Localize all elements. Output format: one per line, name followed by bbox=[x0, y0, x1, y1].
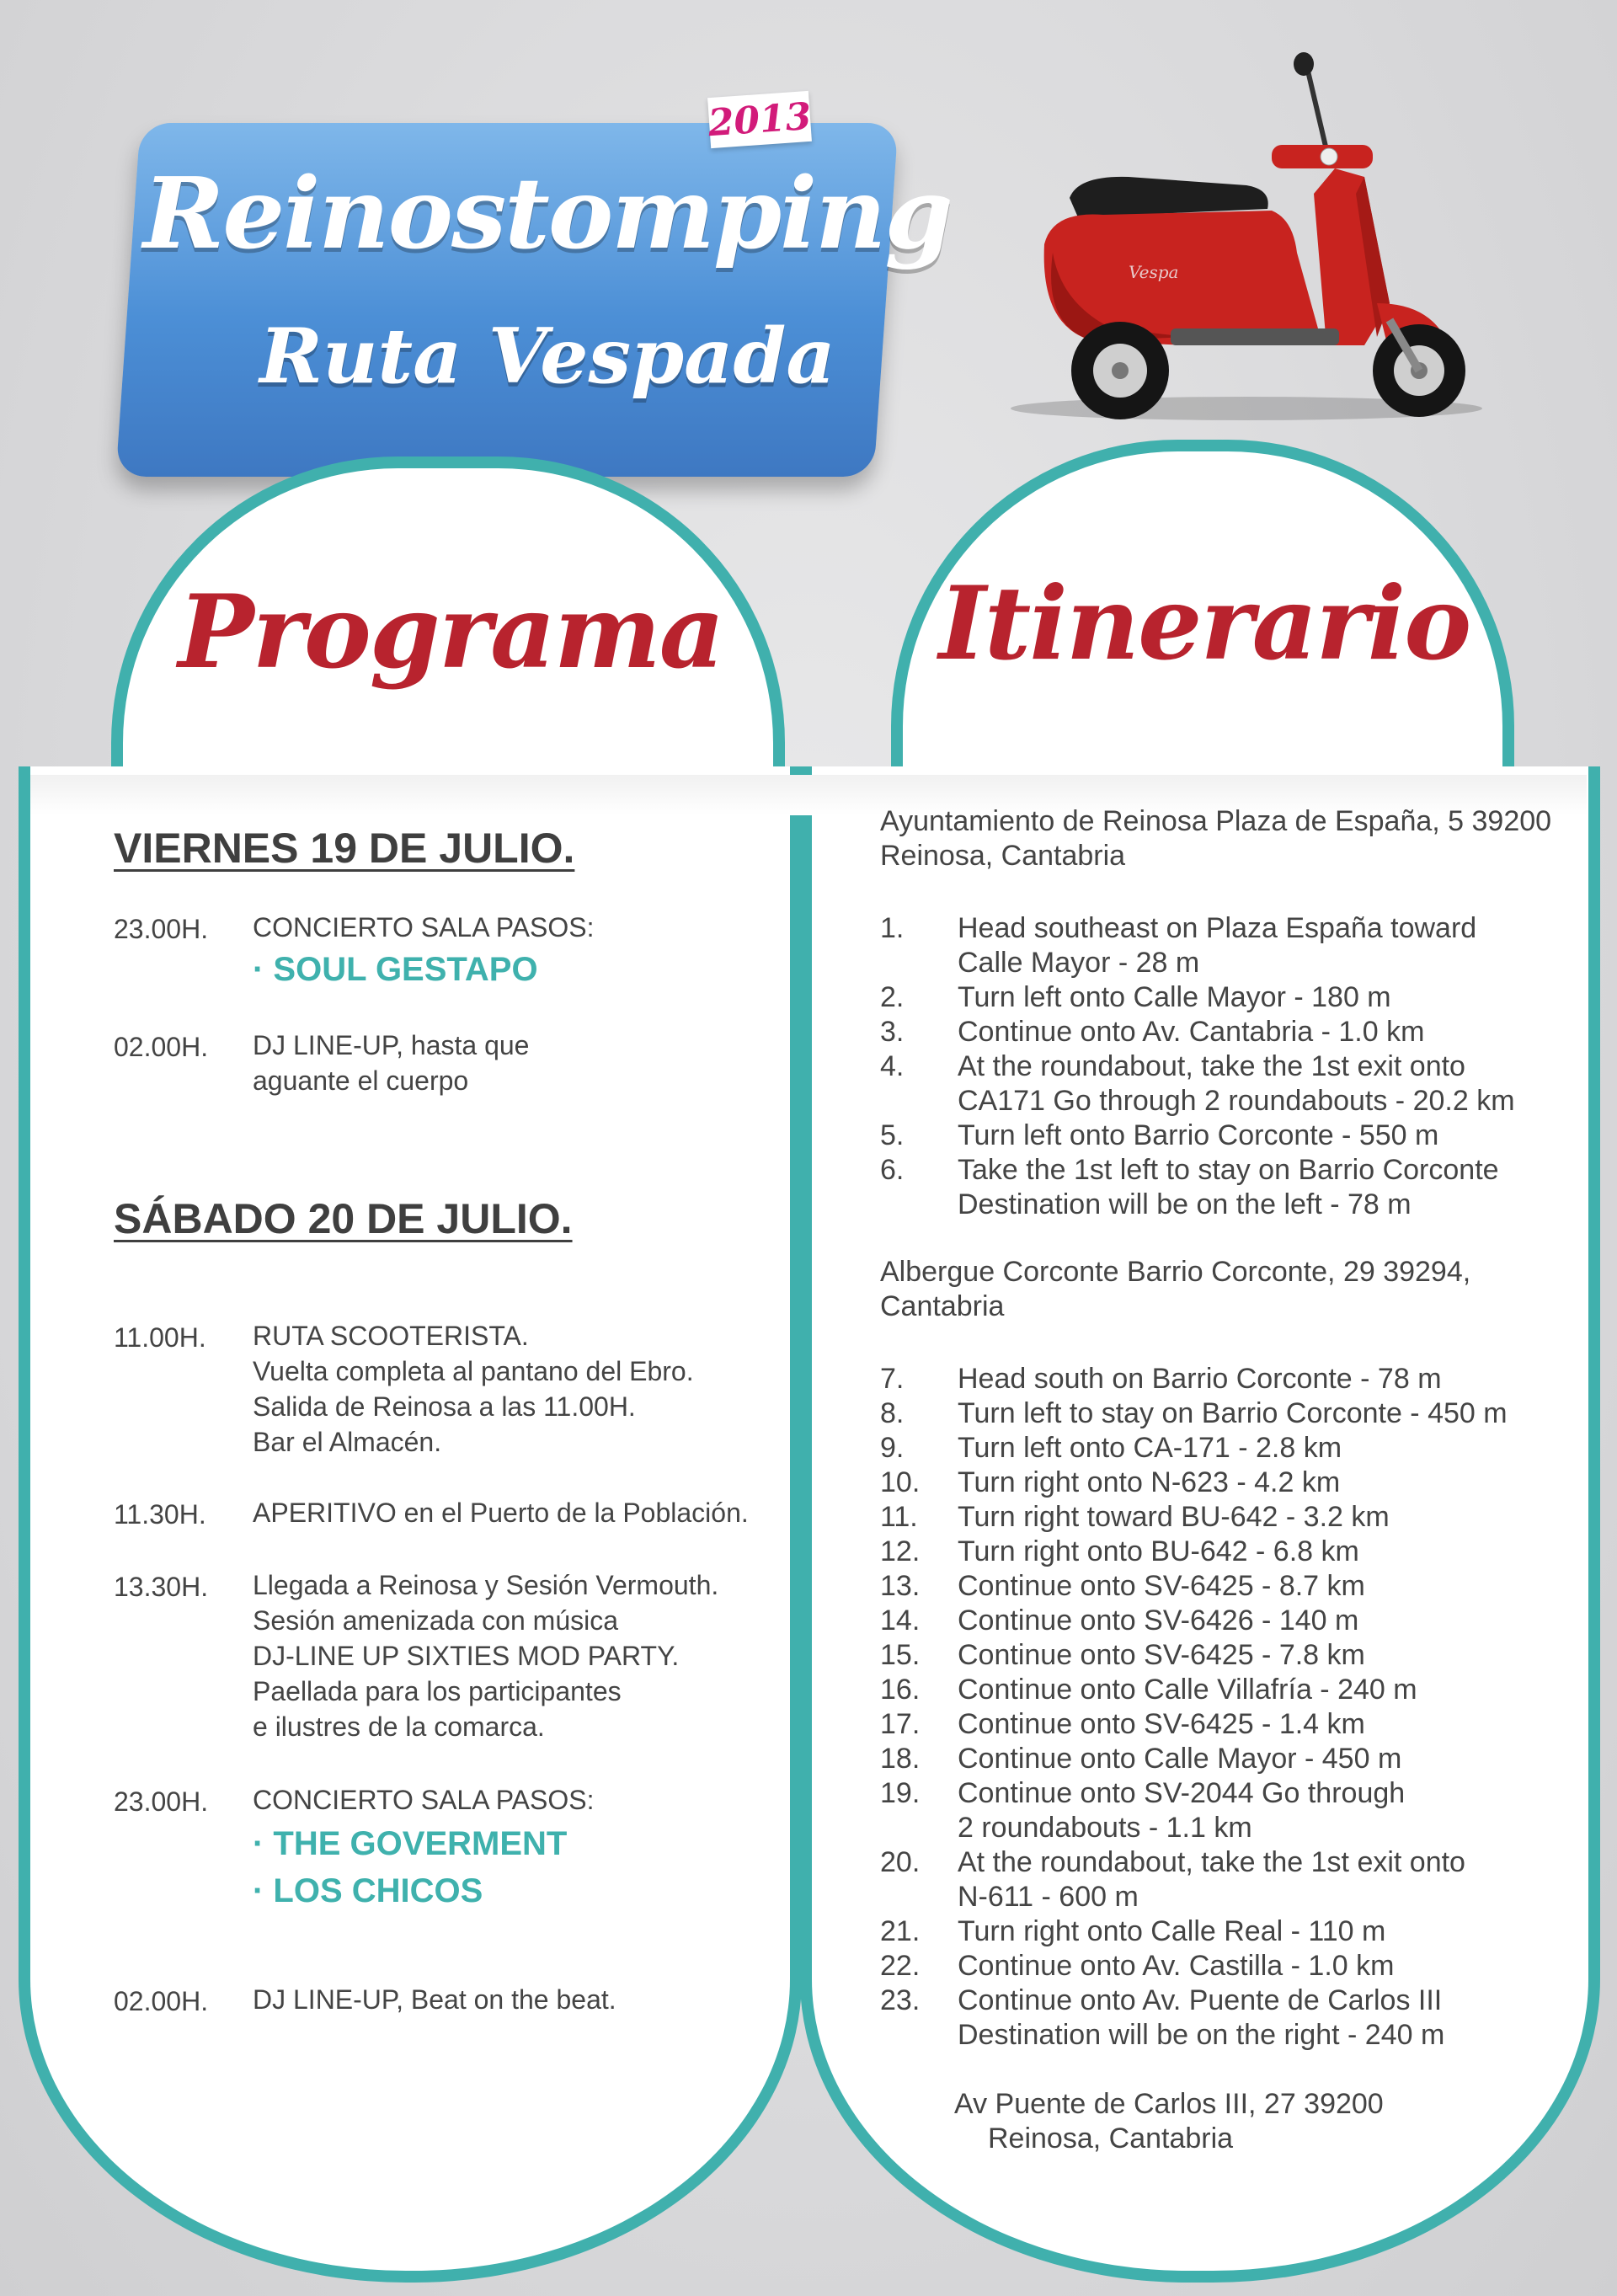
step-number: 5. bbox=[880, 1119, 905, 1151]
event-time: 11.00H. bbox=[114, 1322, 206, 1353]
step-instruction: Turn left onto CA-171 - 2.8 km bbox=[958, 1432, 1342, 1464]
event-description: APERITIVO en el Puerto de la Población. bbox=[253, 1498, 749, 1528]
band-name: · THE GOVERMENT bbox=[253, 1825, 568, 1862]
step-number: 1. bbox=[880, 912, 905, 944]
year-tag: 2013 bbox=[707, 91, 812, 148]
step-number: 22. bbox=[880, 1950, 921, 1982]
step-number: 23. bbox=[880, 1984, 921, 2016]
step-instruction: Continue onto Calle Villafría - 240 m bbox=[958, 1674, 1417, 1706]
step-number: 14. bbox=[880, 1605, 921, 1637]
step-instruction: Head southeast on Plaza España toward bbox=[958, 912, 1477, 944]
event-description: RUTA SCOOTERISTA. bbox=[253, 1321, 529, 1351]
step-instruction: CA171 Go through 2 roundabouts - 20.2 km bbox=[958, 1085, 1515, 1117]
step-instruction: 2 roundabouts - 1.1 km bbox=[958, 1812, 1252, 1844]
event-title: Reinostomping bbox=[143, 157, 952, 271]
step-instruction: Continue onto Av. Castilla - 1.0 km bbox=[958, 1950, 1395, 1982]
event-time: 13.30H. bbox=[114, 1572, 209, 1602]
event-description: Sesión amenizada con música bbox=[253, 1605, 619, 1636]
event-description: Vuelta completa al pantano del Ebro. bbox=[253, 1356, 694, 1386]
step-number: 13. bbox=[880, 1570, 921, 1602]
step-number: 11. bbox=[880, 1501, 918, 1533]
step-instruction: Turn right toward BU-642 - 3.2 km bbox=[958, 1501, 1390, 1533]
event-time: 02.00H. bbox=[114, 1032, 209, 1062]
step-instruction: Continue onto SV-6425 - 8.7 km bbox=[958, 1570, 1365, 1602]
step-number: 12. bbox=[880, 1535, 921, 1567]
step-instruction: Destination will be on the right - 240 m bbox=[958, 2019, 1445, 2051]
event-description: Bar el Almacén. bbox=[253, 1427, 442, 1457]
end-address: Reinosa, Cantabria bbox=[988, 2122, 1234, 2155]
event-description: DJ LINE-UP, Beat on the beat. bbox=[253, 1984, 616, 2015]
step-number: 10. bbox=[880, 1466, 921, 1498]
step-number: 3. bbox=[880, 1016, 905, 1048]
step-number: 19. bbox=[880, 1777, 921, 1809]
step-number: 7. bbox=[880, 1363, 905, 1395]
itinerario-heading: Itinerario bbox=[938, 564, 1470, 683]
step-instruction: Continue onto Av. Puente de Carlos III bbox=[958, 1984, 1443, 2016]
step-instruction: Turn right onto Calle Real - 110 m bbox=[958, 1915, 1386, 1947]
step-instruction: Take the 1st left to stay on Barrio Corconte bbox=[958, 1154, 1499, 1186]
event-subtitle: Ruta Vespada bbox=[259, 312, 835, 401]
event-description: CONCIERTO SALA PASOS: bbox=[253, 912, 595, 942]
step-number: 21. bbox=[880, 1915, 921, 1947]
day-heading-friday: VIERNES 19 DE JULIO. bbox=[114, 825, 575, 872]
step-number: 8. bbox=[880, 1397, 905, 1429]
step-instruction: Turn left to stay on Barrio Corconte - 450 m bbox=[958, 1397, 1508, 1429]
start-address: Ayuntamiento de Reinosa Plaza de España, 5 39200 bbox=[880, 805, 1552, 837]
step-instruction: Calle Mayor - 28 m bbox=[958, 947, 1200, 979]
event-description: e ilustres de la comarca. bbox=[253, 1711, 545, 1742]
step-number: 18. bbox=[880, 1743, 921, 1775]
step-instruction: Continue onto Calle Mayor - 450 m bbox=[958, 1743, 1402, 1775]
step-number: 4. bbox=[880, 1050, 905, 1082]
event-time: 23.00H. bbox=[114, 914, 209, 944]
band-name: · SOUL GESTAPO bbox=[253, 951, 538, 988]
event-description: Salida de Reinosa a las 11.00H. bbox=[253, 1391, 636, 1422]
step-number: 20. bbox=[880, 1846, 921, 1878]
step-instruction: Continue onto SV-2044 Go through bbox=[958, 1777, 1406, 1809]
end-address: Av Puente de Carlos III, 27 39200 bbox=[954, 2088, 1384, 2120]
step-number: 6. bbox=[880, 1154, 905, 1186]
programa-heading: Programa bbox=[178, 573, 723, 691]
step-instruction: At the roundabout, take the 1st exit onto bbox=[958, 1846, 1465, 1878]
step-instruction: Turn left onto Calle Mayor - 180 m bbox=[958, 981, 1391, 1013]
svg-text:Vespa: Vespa bbox=[1129, 262, 1179, 282]
step-instruction: Continue onto Av. Cantabria - 1.0 km bbox=[958, 1016, 1425, 1048]
event-time: 11.30H. bbox=[114, 1499, 206, 1530]
step-instruction: N-611 - 600 m bbox=[958, 1881, 1139, 1913]
waypoint-address: Albergue Corconte Barrio Corconte, 29 39294, bbox=[880, 1256, 1471, 1288]
step-instruction: Turn left onto Barrio Corconte - 550 m bbox=[958, 1119, 1439, 1151]
step-number: 9. bbox=[880, 1432, 905, 1464]
step-number: 2. bbox=[880, 981, 905, 1013]
event-description: Llegada a Reinosa y Sesión Vermouth. bbox=[253, 1570, 719, 1600]
step-instruction: Turn right onto N-623 - 4.2 km bbox=[958, 1466, 1341, 1498]
step-number: 15. bbox=[880, 1639, 921, 1671]
event-time: 23.00H. bbox=[114, 1786, 209, 1817]
event-description: aguante el cuerpo bbox=[253, 1065, 469, 1096]
waypoint-address: Cantabria bbox=[880, 1290, 1005, 1322]
step-instruction: Head south on Barrio Corconte - 78 m bbox=[958, 1363, 1442, 1395]
step-instruction: Turn right onto BU-642 - 6.8 km bbox=[958, 1535, 1359, 1567]
event-time: 02.00H. bbox=[114, 1986, 209, 2016]
step-number: 16. bbox=[880, 1674, 921, 1706]
event-description: Paellada para los participantes bbox=[253, 1676, 622, 1706]
step-number: 17. bbox=[880, 1708, 921, 1740]
event-description: DJ-LINE UP SIXTIES MOD PARTY. bbox=[253, 1641, 680, 1671]
step-instruction: Continue onto SV-6425 - 7.8 km bbox=[958, 1639, 1365, 1671]
event-description: CONCIERTO SALA PASOS: bbox=[253, 1785, 595, 1815]
step-instruction: At the roundabout, take the 1st exit onto bbox=[958, 1050, 1465, 1082]
scooter-illustration bbox=[994, 51, 1499, 430]
day-heading-saturday: SÁBADO 20 DE JULIO. bbox=[114, 1195, 573, 1242]
step-instruction: Continue onto SV-6425 - 1.4 km bbox=[958, 1708, 1365, 1740]
start-address: Reinosa, Cantabria bbox=[880, 840, 1126, 872]
step-instruction: Continue onto SV-6426 - 140 m bbox=[958, 1605, 1359, 1637]
band-name: · LOS CHICOS bbox=[253, 1872, 483, 1909]
step-instruction: Destination will be on the left - 78 m bbox=[958, 1188, 1412, 1220]
event-description: DJ LINE-UP, hasta que bbox=[253, 1030, 530, 1060]
